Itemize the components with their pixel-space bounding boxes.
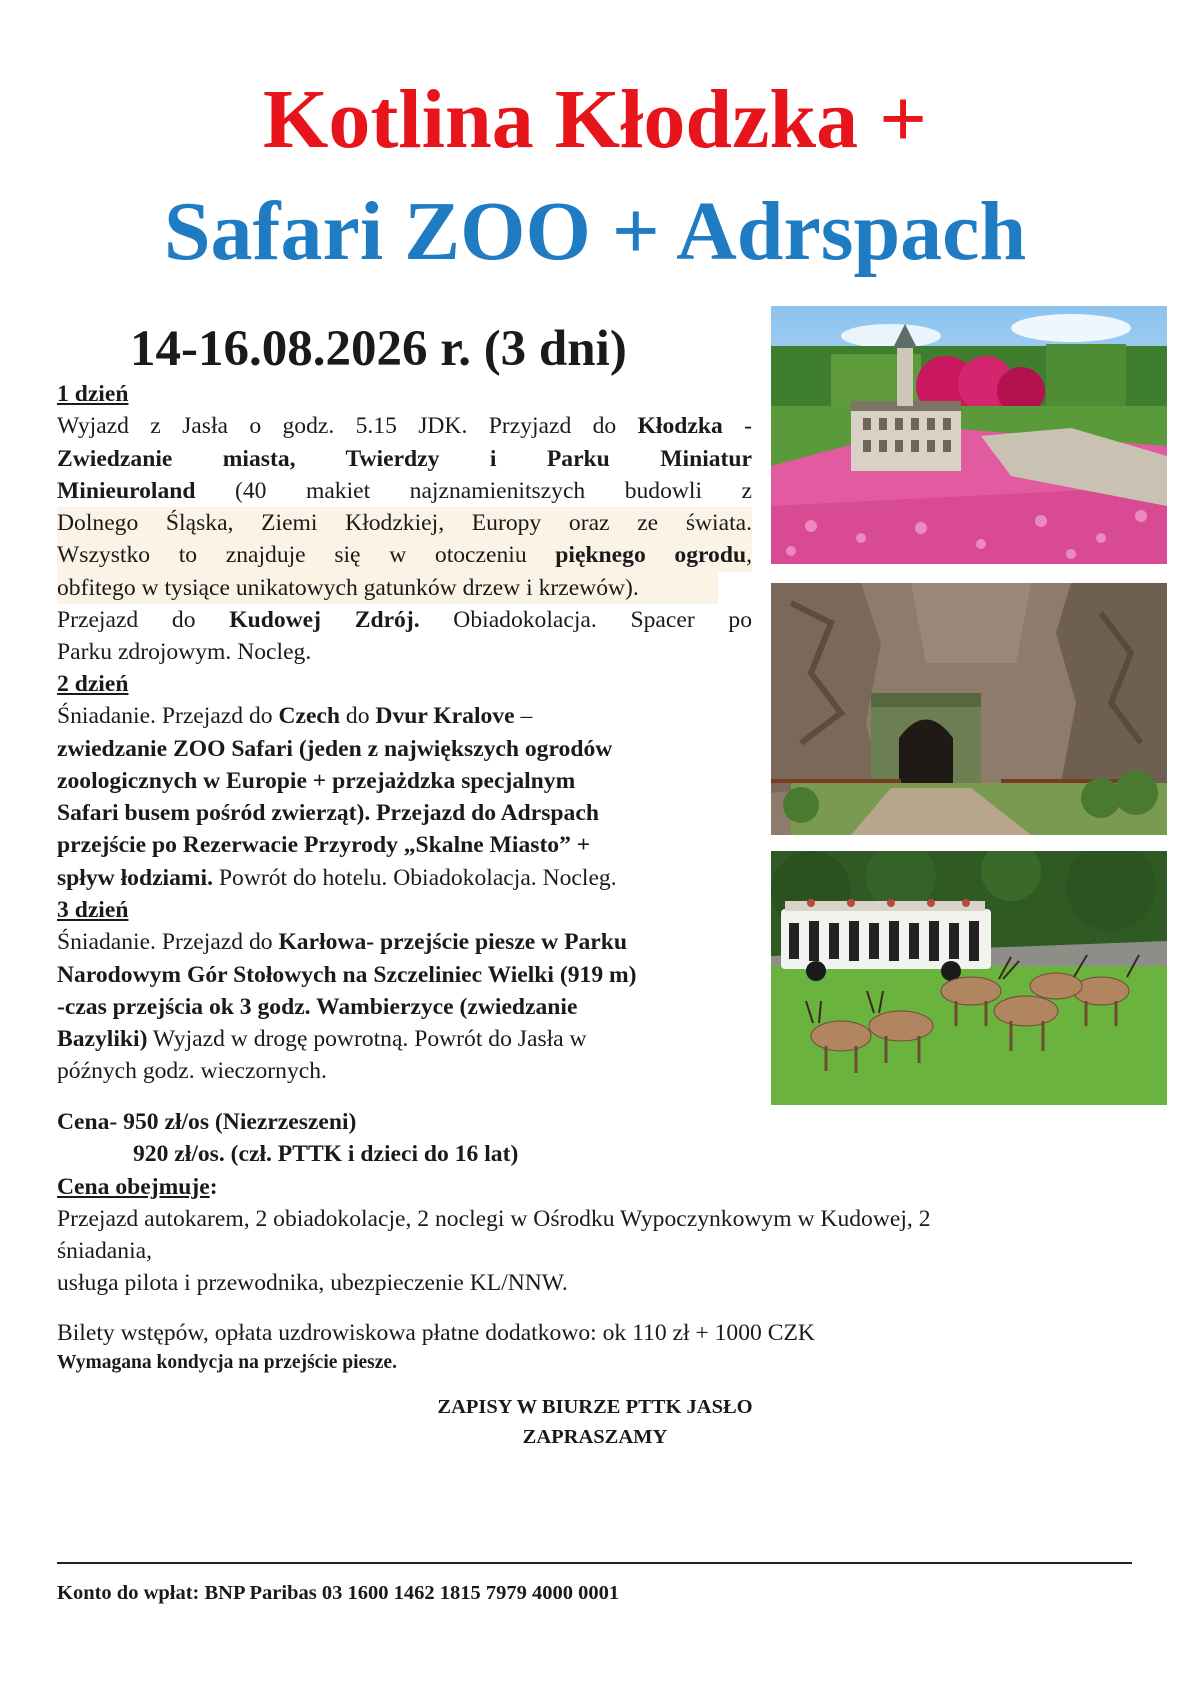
day1-text: (40 makiet najznamienitszych budowli z (195, 477, 752, 504)
safari-bus-antelopes-photo (771, 851, 1167, 1105)
rock-city-gate-photo (771, 583, 1167, 835)
day2-text: spływ łodziami. (57, 864, 213, 891)
day2-text: Safari busem pośród zwierząt). Przejazd do Adrspach (57, 800, 599, 827)
day2-text: – (514, 703, 533, 730)
day2-section (57, 668, 752, 894)
day3-heading: 3 dzień (57, 897, 129, 923)
day2-text: zwiedzanie ZOO Safari (jeden z największych ogrodów (57, 735, 613, 762)
price-section (57, 1106, 1137, 1300)
day1-text: - (722, 413, 752, 440)
day3-text: Śniadanie. Przejazd do (57, 929, 279, 956)
day1-city: Kłodzka (637, 413, 723, 440)
day3-section (57, 894, 752, 1088)
day3-text: Karłowa- przejście piesze w Parku (278, 929, 628, 956)
day1-text: Wszystko to znajduje się w otoczeniu (57, 542, 556, 569)
day1-park: Minieuroland (57, 477, 196, 504)
day1-text: Dolnego Śląska, Ziemi Kłodzkiej, Europy oraz ze świata. (57, 510, 752, 537)
day1-garden: pięknego ogrodu (555, 542, 747, 569)
footer-divider (57, 1562, 1132, 1564)
day3-text: -czas przejścia ok 3 godz. Wambierzyce (zwiedzanie (57, 993, 578, 1020)
signup-text: ZAPISY W BIURZE PTTK JASŁO (437, 1396, 753, 1418)
includes-line-3: usługa pilota i przewodnika, ubezpieczenie KL/NNW. (57, 1270, 568, 1297)
day1-text: Obiadokolacja. Spacer po (419, 607, 752, 634)
day3-text: Narodowym Gór Stołowych na Szczeliniec Wielki (919 m) (57, 961, 637, 988)
condition-note: Wymagana kondycja na przejście piesze. (57, 1352, 397, 1373)
price-nonmember: Cena- 950 zł/os (Niezrzeszeni) (57, 1109, 357, 1135)
includes-line-2: śniadania, (57, 1238, 152, 1265)
day1-text: Wyjazd z Jasła o godz. 5.15 JDK. Przyjazd do (57, 413, 638, 440)
extra-costs: Bilety wstępów, opłata uzdrowiskowa płatne dodatkowo: ok 110 zł + 1000 CZK (57, 1320, 815, 1346)
day1-text: Parku zdrojowym. Nocleg. (57, 639, 312, 666)
invite-text: ZAPRASZAMY (522, 1426, 668, 1448)
day1-text: obfitego w tysiące unikatowych gatunków drzew i krzewów). (57, 574, 639, 601)
includes-line-1: Przejazd autokarem, 2 obiadokolacje, 2 noclegi w Ośrodku Wypoczynkowym w Kudowej, 2 (57, 1205, 931, 1232)
day2-text: przejście po Rezerwacie Przyrody „Skalne Miasto” + (57, 832, 591, 859)
signup-block (0, 1392, 1190, 1452)
includes-colon: : (209, 1173, 218, 1200)
day1-spa: Kudowej Zdrój. (229, 607, 420, 634)
bank-account: Konto do wpłat: BNP Paribas 03 1600 1462 1815 7979 4000 0001 (57, 1582, 620, 1604)
day3-text: późnych godz. wieczornych. (57, 1058, 327, 1085)
day2-heading: 2 dzień (57, 671, 129, 697)
day3-text: Bazyliki) (57, 1026, 148, 1053)
day1-heading: 1 dzień (57, 381, 129, 407)
title-line-2: Safari ZOO + Adrspach (163, 185, 1027, 278)
day2-text: do (340, 703, 376, 730)
day2-text: zoologicznych w Europie + przejażdzka specjalnym (57, 767, 576, 794)
title-line-1: Kotlina Kłodzka + (263, 73, 927, 166)
day1-section (57, 378, 752, 669)
price-member: 920 zł/os. (czł. PTTK i dzieci do 16 lat) (133, 1141, 519, 1168)
day2-text: Powrót do hotelu. Obiadokolacja. Nocleg. (213, 864, 617, 891)
miniature-park-photo (771, 306, 1167, 564)
day2-text: Śniadanie. Przejazd do (57, 703, 279, 730)
day1-text: , (746, 542, 752, 569)
trip-date: 14-16.08.2026 r. (3 dni) (130, 321, 627, 377)
day1-text: Przejazd do (57, 607, 230, 634)
day3-text: Wyjazd w drogę powrotną. Powrót do Jasła w (147, 1026, 587, 1053)
includes-heading: Cena obejmuje (57, 1173, 210, 1200)
day2-city: Dvur Kralove (375, 703, 515, 730)
day1-text: Zwiedzanie miasta, Twierdzy i Parku Miniatur (57, 445, 752, 472)
day2-country: Czech (278, 703, 341, 730)
